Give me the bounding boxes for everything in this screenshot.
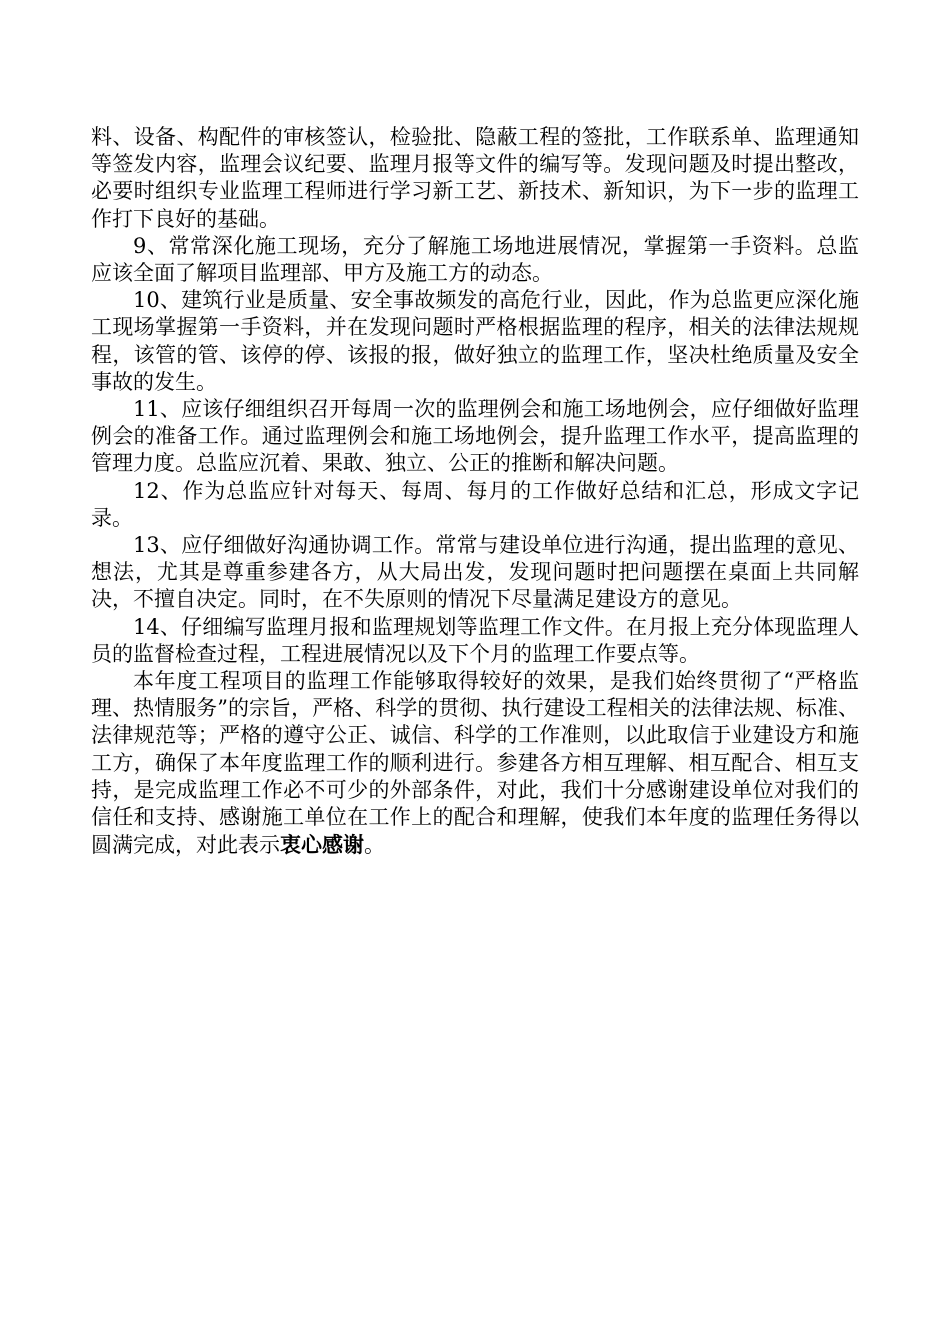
paragraph-item-13: 13、应仔细做好沟通协调工作。常常与建设单位进行沟通，提出监理的意见、想法，尤其是尊重参建各方，从大局出发，发现问题时把问题摆在桌面上共同解决，不擅自决定。同时，在不失原则的情况下尽量满足建设方的意见。 bbox=[91, 533, 859, 612]
document-body bbox=[91, 124, 859, 859]
closing-text: 本年度工程项目的监理工作能够取得较好的效果，是我们始终贯彻了“严格监理、热情服务”的宗旨，严格、科学的贯彻、执行建设工程相关的法律法规、标准、法律规范等；严格的遵守公正、诚信、科学的工作准则，以此取信于业建设方和施工方，确保了本年度监理工作的顺利进行。参建各方相互理解、相互配合、相互支持，是完成监理工作必不可少的外部条件，对此，我们十分感谢建设单位对我们的信任和支持、感谢施工单位在工作上的配合和理解，使我们本年度的监理任务得以圆满完成，对此表示 bbox=[91, 669, 859, 858]
paragraph-item-9: 9、常常深化施工现场，充分了解施工场地进展情况，掌握第一手资料。总监应该全面了解项目监理部、甲方及施工方的动态。 bbox=[91, 233, 859, 286]
paragraph-closing bbox=[91, 668, 859, 859]
closing-end: 。 bbox=[364, 833, 385, 858]
closing-emphasis: 衷心感谢 bbox=[280, 832, 364, 858]
paragraph-item-14: 14、仔细编写监理月报和监理规划等监理工作文件。在月报上充分体现监理人员的监督检查过程，工程进展情况以及下个月的监理工作要点等。 bbox=[91, 614, 859, 666]
paragraph-item-11: 11、应该仔细组织召开每周一次的监理例会和施工场地例会，应仔细做好监理例会的准备工作。通过监理例会和施工场地例会，提升监理工作水平，提高监理的管理力度。总监应沉着、果敢、独立、公正的推断和解决问题。 bbox=[91, 397, 859, 476]
paragraph-item-12: 12、作为总监应针对每天、每周、每月的工作做好总结和汇总，形成文字记录。 bbox=[91, 478, 859, 530]
paragraph-item-10: 10、建筑行业是质量、安全事故频发的高危行业，因此，作为总监更应深化施工现场掌握第一手资料，并在发现问题时严格根据监理的程序，相关的法律法规规程，该管的管、该停的停、该报的报，做好独立的监理工作，坚决杜绝质量及安全事故的发生。 bbox=[91, 288, 859, 394]
paragraph-continued: 料、设备、构配件的审核签认，检验批、隐蔽工程的签批，工作联系单、监理通知等签发内容，监理会议纪要、监理月报等文件的编写等。发现问题及时提出整改，必要时组织专业监理工程师进行学习新工艺、新技术、新知识，为下一步的监理工作打下良好的基础。 bbox=[91, 125, 859, 231]
